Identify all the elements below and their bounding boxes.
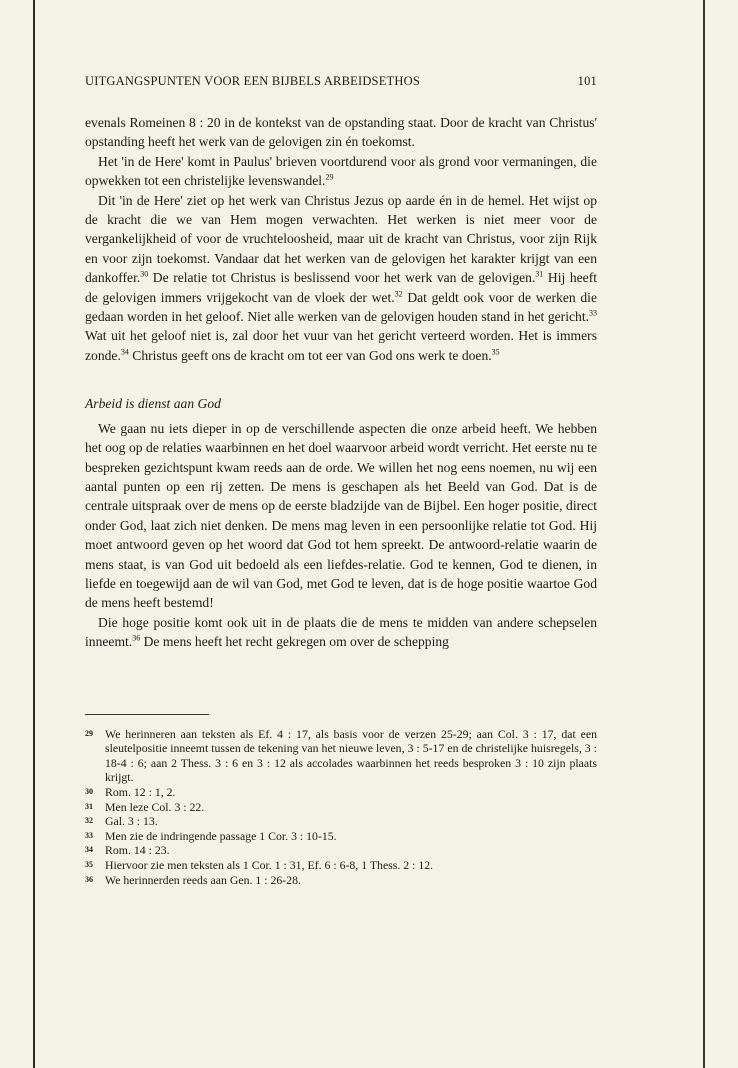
footnote-divider: [85, 714, 209, 715]
footnote: 35 Hiervoor zie men teksten als 1 Cor. 1 : 31, Ef. 6 : 6-8, 1 Thess. 2 : 12.: [85, 857, 434, 872]
footnote-ref-31: 31: [535, 269, 544, 279]
paragraph-1: evenals Romeinen 8 : 20 in de kontekst van de opstanding staat. Door de kracht van Christus' opstanding heeft het werk van de gelovigen zin én toekomst.: [85, 115, 597, 150]
paragraph-5: Die hoge positie komt ook uit in de plaats die de mens te midden van andere schepselen inneemt.$^{36}$ De mens heeft het recht gekregen om over de schepping: [85, 614, 597, 650]
footnote: 30 Rom. 12 : 1, 2.: [85, 784, 176, 799]
paragraph-3: Dit 'in de Here' ziet op het werk van Christus Jezus op aarde én in de hemel. Het wijst op de kracht die we van Hem mogen verwachten. Het werken is niet meer voor de vergankelijkheid of voor de vruchteloosheid, maar uit de kracht van Christus, voor zijn Rijk en voor zijn toekomst. Vandaar dat het werken van de gelovigen het karakter krijgt van een dankoffer.$^{30}$ De relatie tot Christus is beslissend voor het werk van de gelovigen.$^{31}$ Hij heeft de gelovigen immers vrijgekocht van de vloek der wet.$^{32}$ Dat geldt ook voor de werken die gedaan worden in het geloof. Niet alle werken van de gelovigen houden stand in het gericht.$^{33}$ Wat uit het geloof niet is, zal door het vuur van het gericht verteerd worden. Het is immers zonde.$^{34}$ Christus geeft ons de kracht om tot eer van God ons werk te doen.$^{35}$: [85, 192, 598, 363]
footnote: 36 We herinnerden reeds aan Gen. 1 : 26-28.: [85, 872, 301, 887]
footnote: 34 Rom. 14 : 23.: [85, 843, 170, 858]
body-text: [85, 113, 597, 652]
page-edge-right: [703, 0, 705, 1068]
running-head: [85, 74, 597, 89]
footnotes: [85, 727, 597, 888]
book-page: [85, 74, 597, 887]
footnote-ref-35: 35: [491, 347, 500, 357]
footnote-ref-33: 33: [589, 308, 597, 318]
footnote: 32 Gal. 3 : 13.: [85, 814, 158, 829]
footnote-ref-30: 30: [140, 269, 149, 279]
footnote-ref-34: 34: [120, 347, 129, 357]
footnote: 29 We herinneren aan teksten als Ef. 4 : 17, als basis voor de verzen 25-29; aan Col. 3 : 17, dat een sleutelpositie inneemt tussen de tekening van het nieuwe leven, 3 : 5-17 en de christelijke huisregels, 3 : 18-4 : 6; aan 2 Thess. 3 : 6 en 3 : 12 als accolades waarbinnen het reeds besproken 3 : 10 zijn plaats krijgt.: [85, 726, 597, 785]
page-number: 101: [577, 74, 597, 88]
footnote-ref-29: 29: [325, 172, 334, 182]
running-head-title: UITGANGSPUNTEN VOOR EEN BIJBELS ARBEIDSETHOS: [85, 74, 420, 88]
paragraph-2: Het 'in de Here' komt in Paulus' brieven voortdurend voor als grond voor vermaningen, die opwekken tot een christelijke levenswandel.$^{29}$: [85, 153, 597, 189]
footnote-ref-36: 36: [132, 633, 141, 643]
footnote-ref-32: 32: [394, 289, 403, 299]
page-edge-left: [33, 0, 35, 1068]
paragraph-4: We gaan nu iets dieper in op de verschillende aspecten die onze arbeid heeft. We hebben het oog op de relaties waarbinnen en het doel waarvoor arbeid wordt verricht. Het eerste nu te bespreken gezichtspunt kwam reeds aan de orde. We willen het nog eens noemen, nu wij een aantal punten op een rij zetten. De mens is geschapen als het Beeld van God. Dat is de centrale uitspraak over de mens op de eerste bladzijde van de Bijbel. Een hoger positie, direct onder God, laat zich niet denken. De mens mag leven in een persoonlijke relatie tot God. Hij moet antwoord geven op het woord dat God tot hem spreekt. De antwoord-relatie waarin de mens staat, is van God uit bedoeld als een liefdes-relatie. God te kennen, God te dienen, in liefde en toegewijd aan de wil van God, met God te leven, dat is de hoge positie waartoe God de mens heeft bestemd!: [85, 420, 597, 611]
section-heading: Arbeid is dienst aan God: [85, 396, 221, 412]
footnote: 31 Men leze Col. 3 : 22.: [85, 799, 205, 814]
footnote: 33 Men zie de indringende passage 1 Cor. 3 : 10-15.: [85, 828, 337, 843]
